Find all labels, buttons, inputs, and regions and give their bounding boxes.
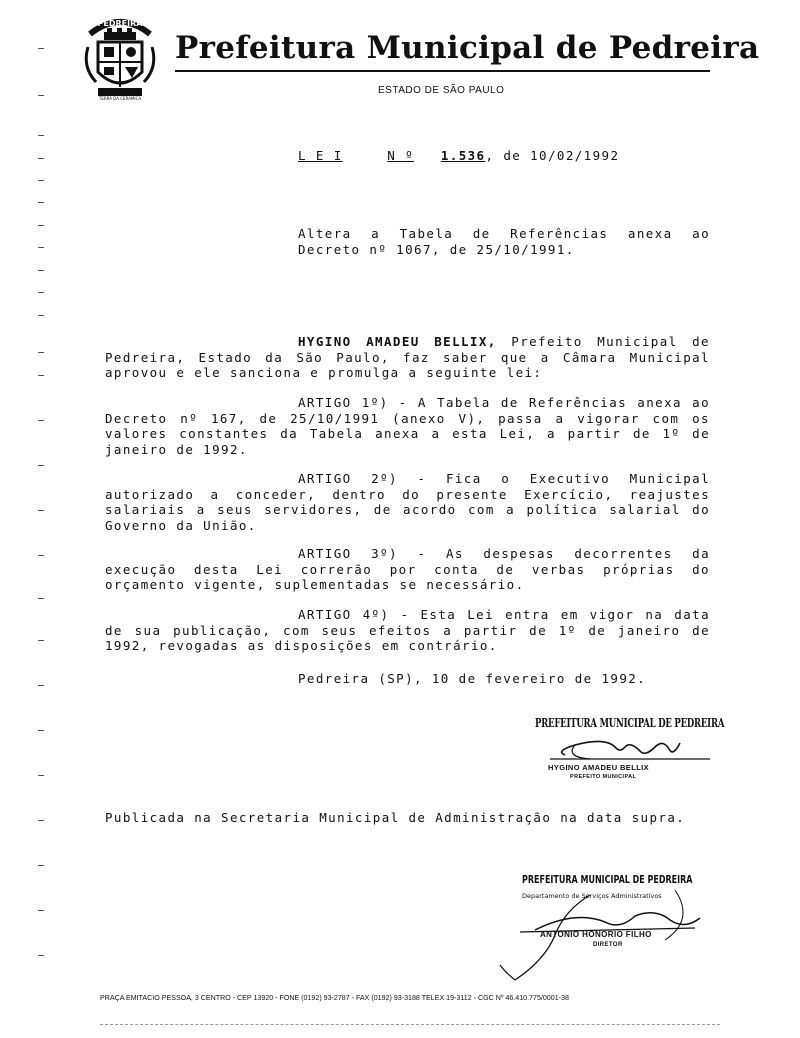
law-summary bbox=[298, 226, 710, 257]
margin-tick bbox=[38, 225, 44, 226]
coat-of-arms-icon bbox=[80, 12, 160, 102]
svg-text:TERRA DA CERAMICA: TERRA DA CERAMICA bbox=[98, 96, 142, 101]
page-title: Prefeitura Municipal de Pedreira bbox=[175, 30, 760, 66]
margin-tick bbox=[38, 465, 44, 466]
margin-tick bbox=[38, 730, 44, 731]
director-stamp: PREFEITURA MUNICIPAL DE PEDREIRA bbox=[522, 874, 693, 886]
margin-tick bbox=[38, 640, 44, 641]
law-number: 1.536 bbox=[440, 148, 486, 163]
director-signature-name: ANTONIO HONORIO FILHO bbox=[540, 930, 652, 939]
article-text: - Esta Lei entra em vigor na data de sua publicação, com seus efeitos a partir de 1º de janeiro de 1992, revogadas as disposições em contrário. bbox=[105, 607, 710, 653]
margin-tick bbox=[38, 775, 44, 776]
law-heading bbox=[298, 148, 619, 164]
margin-tick bbox=[38, 685, 44, 686]
article-label: ARTIGO 3º) bbox=[298, 546, 398, 561]
margin-tick bbox=[38, 510, 44, 511]
margin-tick bbox=[38, 292, 44, 293]
director-department: Departamento de Serviços Administrativos bbox=[522, 892, 662, 900]
margin-tick bbox=[38, 247, 44, 248]
law-no-label: N º bbox=[387, 148, 415, 163]
margin-tick bbox=[38, 820, 44, 821]
article-label: ARTIGO 1º) bbox=[298, 395, 389, 410]
margin-tick bbox=[38, 135, 44, 136]
header-subtitle: ESTADO DE SÃO PAULO bbox=[378, 85, 505, 96]
law-date: , de 10/02/1992 bbox=[485, 148, 620, 163]
header-rule bbox=[175, 70, 710, 72]
mayor-name: HYGINO AMADEU BELLIX, bbox=[298, 334, 497, 349]
article-text: - Fica o Executivo Municipal autorizado a conceder, dentro do presente Exercício, reajustes salariais a seus servidores, de acordo com a política salarial do Governo da União. bbox=[105, 471, 710, 533]
margin-tick bbox=[38, 158, 44, 159]
article bbox=[105, 471, 710, 533]
summary-line: Altera a Tabela de Referências anexa ao bbox=[298, 226, 710, 241]
margin-tick bbox=[38, 375, 44, 376]
article-label: ARTIGO 2º) bbox=[298, 471, 398, 486]
preamble bbox=[105, 334, 710, 381]
article-label: ARTIGO 4º) bbox=[298, 607, 390, 622]
preamble-text: Prefeito Municipal de Pedreira, Estado da São Paulo, faz saber que a Câmara Municipal aprovou e ele sanciona e promulga a seguinte lei: bbox=[105, 334, 710, 380]
margin-tick bbox=[38, 352, 44, 353]
article-text: - As despesas decorrentes da execução desta Lei correrão por conta de verbas próprias do orçamento vigente, suplementadas se necessário. bbox=[105, 546, 710, 592]
publication-note: Publicada na Secretaria Municipal de Administração na data supra. bbox=[105, 810, 686, 825]
footer-scan-line bbox=[100, 1024, 720, 1025]
margin-tick bbox=[38, 910, 44, 911]
municipal-crest bbox=[80, 12, 160, 102]
signature-icon bbox=[545, 733, 715, 763]
footer-address: PRAÇA EMITACIO PESSOA, 3 CENTRO - CEP 13920 - FONE (0192) 93-2787 - FAX (0192) 93-3188 TELEX 19-3112 - CGC Nº 46.410.775/0001-38 bbox=[100, 994, 569, 1002]
mayor-stamp: PREFEITURA MUNICIPAL DE PEDREIRA bbox=[535, 717, 725, 731]
article bbox=[105, 607, 710, 654]
margin-tick bbox=[38, 95, 44, 96]
article bbox=[105, 395, 710, 457]
article bbox=[105, 546, 710, 593]
margin-tick bbox=[38, 420, 44, 421]
law-word: L E I bbox=[298, 148, 343, 163]
margin-tick bbox=[38, 955, 44, 956]
mayor-signature-role: PREFEITO MUNICIPAL bbox=[570, 774, 637, 780]
director-signature-role: DIRETOR bbox=[593, 942, 623, 948]
closing-date: Pedreira (SP), 10 de fevereiro de 1992. bbox=[298, 671, 647, 686]
summary-line: Decreto nº 1067, de 25/10/1991. bbox=[298, 241, 575, 257]
mayor-signature-block bbox=[520, 715, 725, 785]
svg-text:PEDREIRA: PEDREIRA bbox=[97, 19, 143, 28]
director-signature-block bbox=[495, 870, 715, 990]
margin-tick bbox=[38, 315, 44, 316]
margin-tick bbox=[38, 202, 44, 203]
margin-tick bbox=[38, 180, 44, 181]
margin-tick bbox=[38, 270, 44, 271]
mayor-signature-name: HYGINO AMADEU BELLIX bbox=[548, 763, 650, 772]
margin-tick bbox=[38, 598, 44, 599]
margin-tick bbox=[38, 555, 44, 556]
margin-tick bbox=[38, 865, 44, 866]
article-text: - A Tabela de Referências anexa ao Decreto nº 167, de 25/10/1991 (anexo V), passa a vigorar com os valores constantes da Tabela anexa a esta Lei, a partir de 1º de janeiro de 1992. bbox=[105, 395, 710, 457]
margin-tick bbox=[38, 48, 44, 49]
